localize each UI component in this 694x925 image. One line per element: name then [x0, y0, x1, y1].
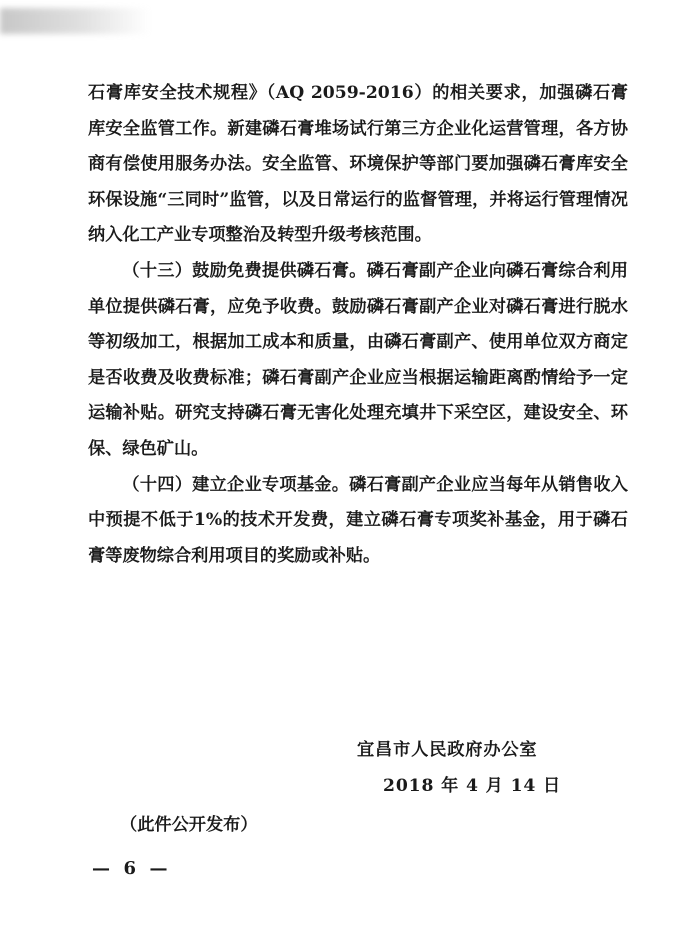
paragraph-section-13: （十三）鼓励免费提供磷石膏。磷石膏副产企业向磷石膏综合利用单位提供磷石膏，应免予收费。鼓励磷石膏副产企业对磷石膏进行脱水等初级加工，根据加工成本和质量，由磷石膏副产、使用单位双方商定是否收费及收费标准；磷石膏副产企业应当根据运输距离酌情给予一定运输补贴。研究支持磷石膏无害化处理充填井下采空区，建设安全、环保、绿色矿山。 — [88, 260, 628, 459]
issuing-organization: 宜昌市人民政府办公室 — [357, 740, 538, 760]
signature-block — [357, 732, 597, 804]
document-body — [88, 76, 628, 574]
page-number: — 6 — — [92, 858, 172, 879]
scan-edge-shadow — [0, 8, 150, 34]
paragraph-section-14: （十四）建立企业专项基金。磷石膏副产企业应当每年从销售收入中预提不低于1%的技术开发费，建立磷石膏专项奖补基金，用于磷石膏等废物综合利用项目的奖励或补贴。 — [88, 474, 628, 566]
disclosure-note: （此件公开发布） — [120, 815, 258, 835]
issue-date: 2018 年 4 月 14 日 — [383, 776, 562, 796]
paragraph-continuation: 石膏库安全技术规程》（AQ 2059-2016）的相关要求，加强磷石膏库安全监管工作。新建磷石膏堆场试行第三方企业化运营管理，各方协商有偿使用服务办法。安全监管、环境保护等部门要加强磷石膏库安全环保设施“三同时”监管，以及日常运行的监督管理，并将运行管理情况纳入化工产业专项整治及转型升级考核范围。 — [88, 83, 628, 246]
